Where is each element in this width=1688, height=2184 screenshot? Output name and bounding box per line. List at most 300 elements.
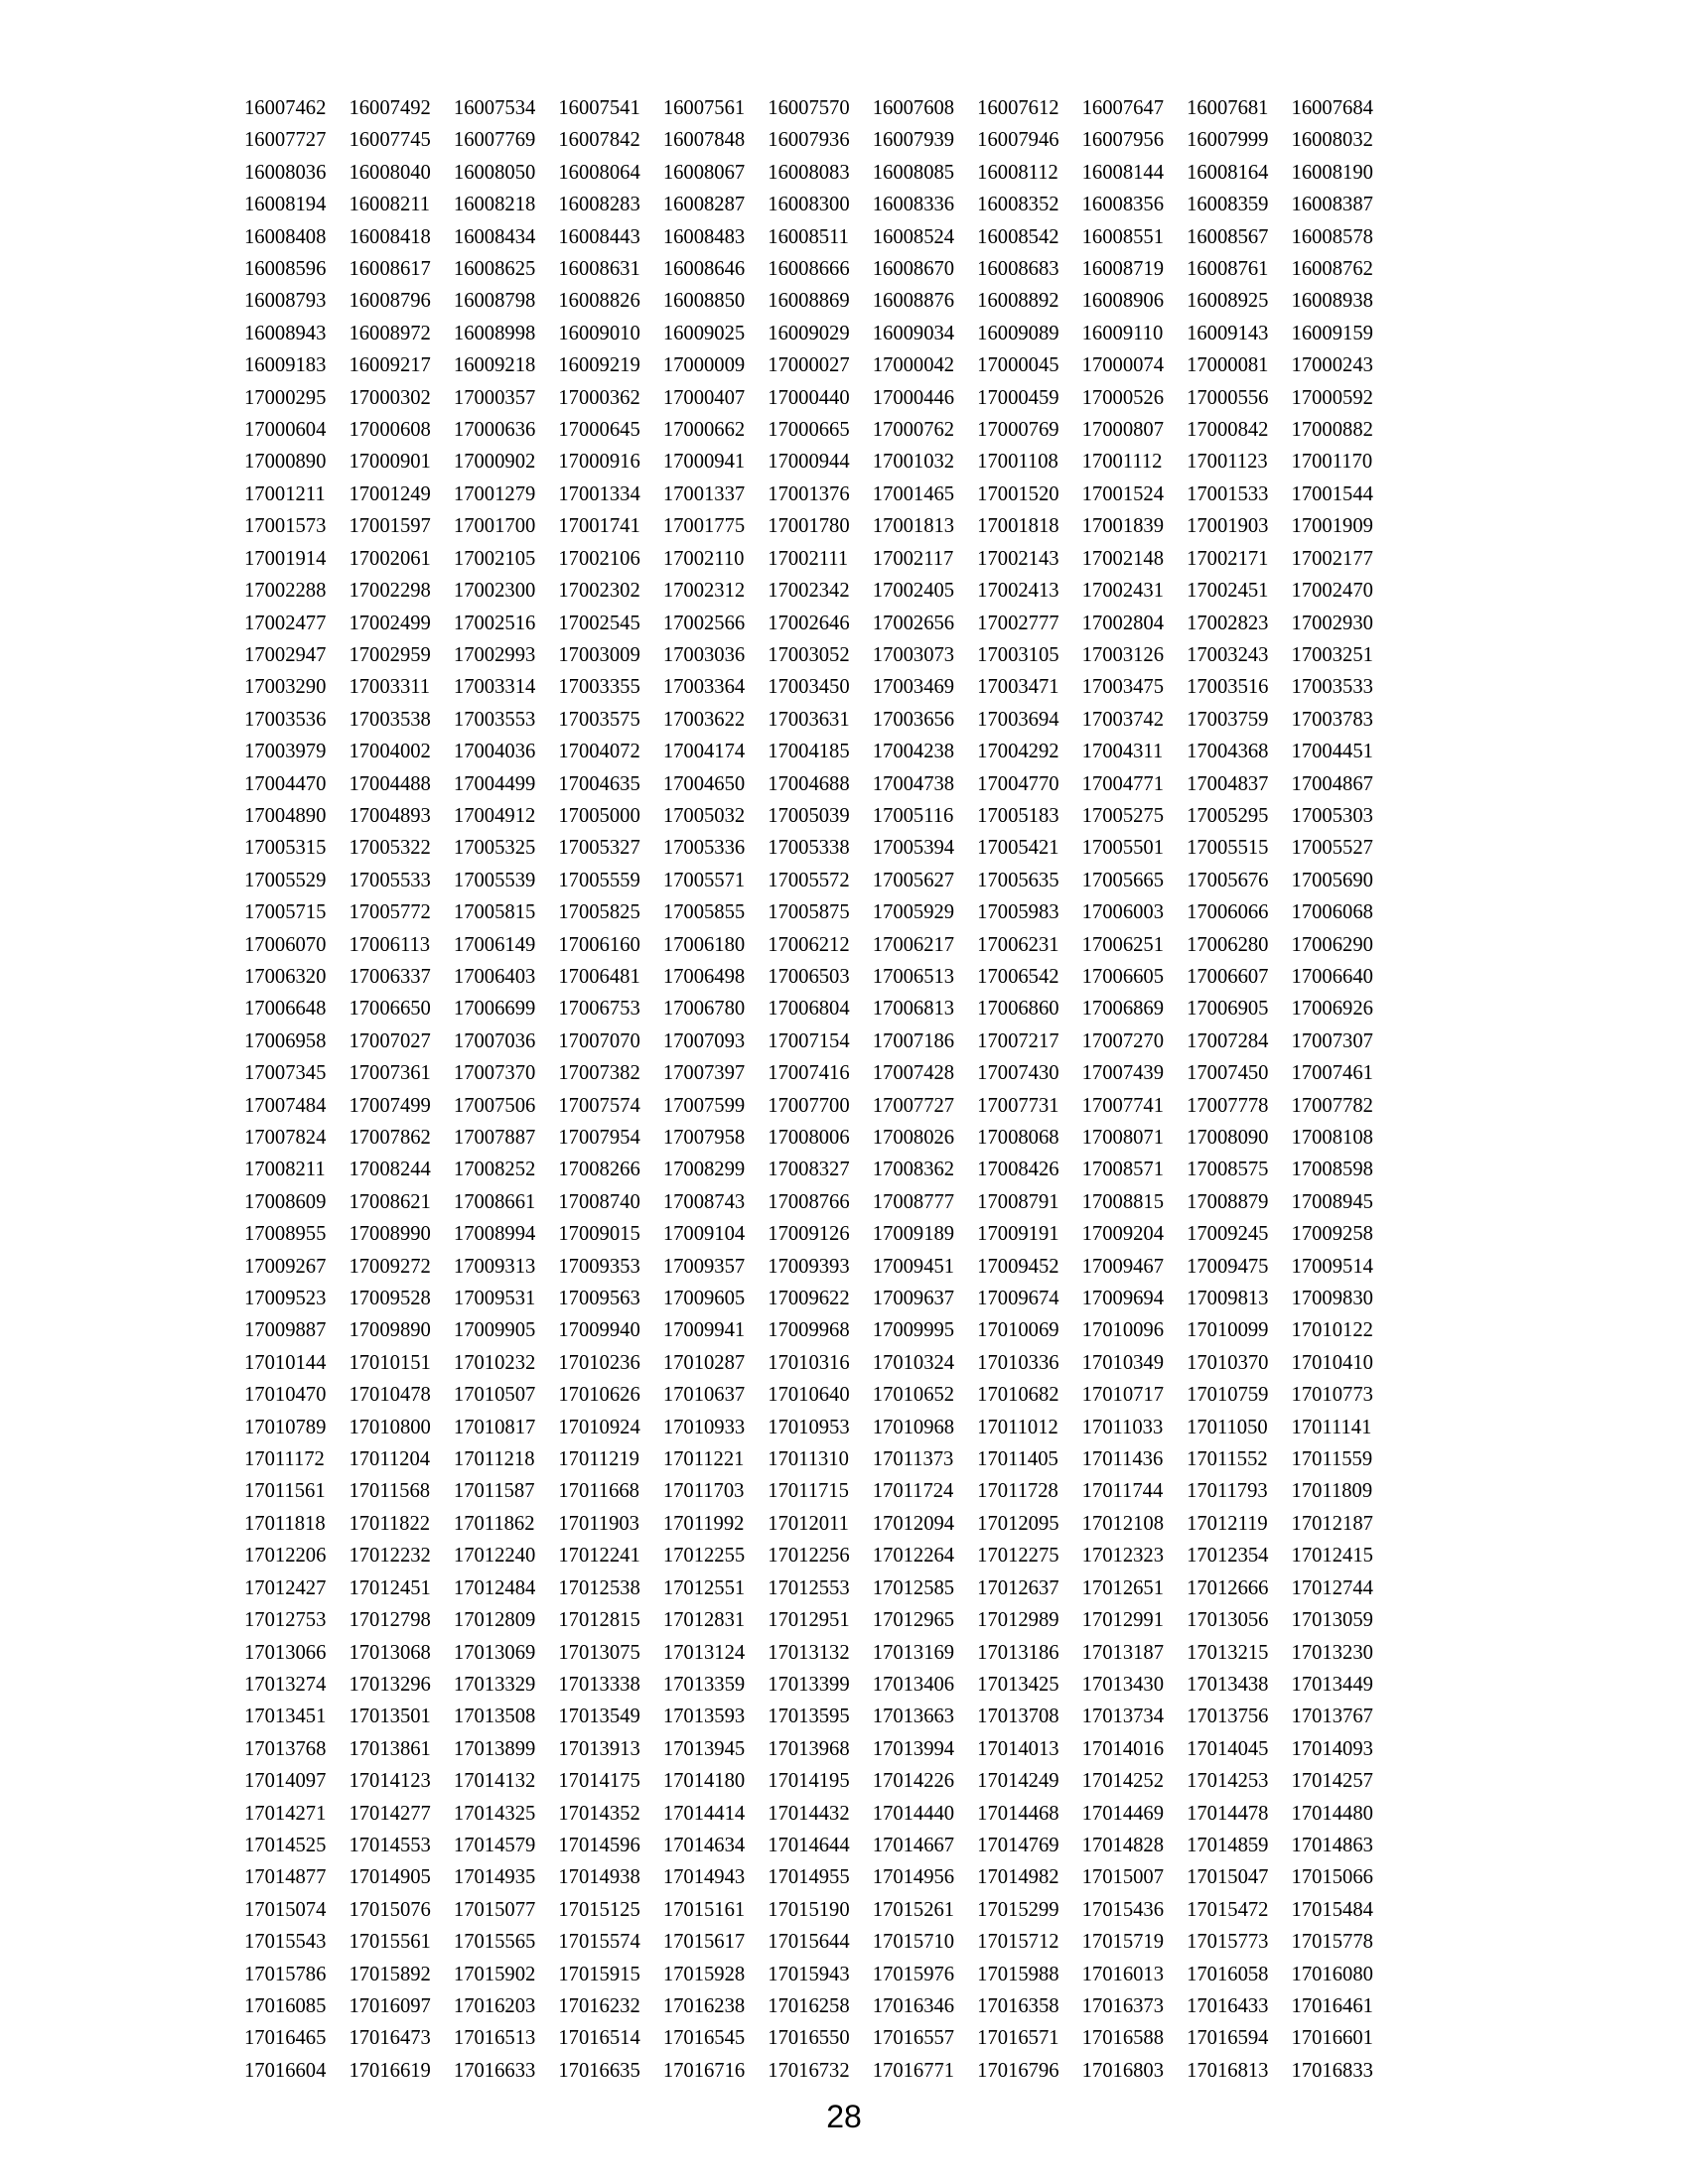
table-cell: 17004837 bbox=[1187, 772, 1269, 795]
table-cell: 17016373 bbox=[1081, 1994, 1164, 2017]
table-cell: 17010640 bbox=[768, 1384, 850, 1407]
table-cell: 16008869 bbox=[768, 290, 850, 313]
table-cell: 17014123 bbox=[349, 1770, 431, 1793]
table-cell: 17000901 bbox=[349, 451, 431, 474]
table-cell: 17003538 bbox=[349, 708, 431, 731]
table-cell: 17016097 bbox=[349, 1994, 431, 2017]
table-cell: 17007782 bbox=[1291, 1094, 1373, 1117]
table-cell: 17015074 bbox=[244, 1898, 327, 1921]
table-row bbox=[244, 1926, 1396, 1958]
table-cell: 17009531 bbox=[453, 1288, 536, 1310]
table-cell: 17001700 bbox=[453, 515, 536, 538]
table-cell: 17015928 bbox=[662, 1963, 746, 1985]
table-cell: 17001170 bbox=[1291, 451, 1373, 474]
table-cell: 17012275 bbox=[977, 1545, 1059, 1568]
table-cell: 17004072 bbox=[558, 741, 640, 763]
table-cell: 16007848 bbox=[662, 129, 746, 152]
table-cell: 17011310 bbox=[768, 1448, 849, 1471]
table-cell: 17005325 bbox=[453, 837, 536, 860]
table-cell: 17013451 bbox=[244, 1706, 327, 1728]
table-cell: 17010968 bbox=[872, 1416, 955, 1438]
table-cell: 17000916 bbox=[558, 451, 640, 474]
table-cell: 17002177 bbox=[1291, 547, 1373, 570]
table-row bbox=[244, 1218, 1396, 1250]
table-cell: 17013068 bbox=[349, 1641, 431, 1664]
number-table bbox=[244, 92, 1396, 2087]
table-cell: 17003243 bbox=[1187, 643, 1269, 666]
table-cell: 17008598 bbox=[1291, 1159, 1373, 1181]
table-cell: 17002431 bbox=[1081, 580, 1164, 603]
table-cell: 17006780 bbox=[662, 998, 746, 1021]
table-cell: 16008336 bbox=[872, 194, 955, 216]
table-cell: 17010069 bbox=[977, 1319, 1059, 1342]
table-cell: 17009272 bbox=[349, 1255, 431, 1278]
table-cell: 17002300 bbox=[453, 580, 536, 603]
table-cell: 17010096 bbox=[1081, 1319, 1164, 1342]
table-cell: 17013913 bbox=[558, 1737, 640, 1760]
table-row bbox=[244, 1733, 1396, 1765]
table-cell: 17014769 bbox=[977, 1834, 1059, 1856]
table-cell: 17007450 bbox=[1187, 1062, 1269, 1085]
table-row bbox=[244, 349, 1396, 381]
table-cell: 17000807 bbox=[1081, 419, 1164, 442]
table-cell: 17004635 bbox=[558, 772, 640, 795]
table-cell: 17016513 bbox=[453, 2027, 536, 2050]
table-cell: 17006813 bbox=[872, 998, 955, 1021]
table-cell: 16008359 bbox=[1187, 194, 1269, 216]
table-cell: 17014877 bbox=[244, 1866, 327, 1889]
table-cell: 17015047 bbox=[1187, 1866, 1269, 1889]
table-cell: 17005815 bbox=[453, 901, 536, 924]
table-cell: 17001376 bbox=[768, 482, 850, 505]
table-row bbox=[244, 1090, 1396, 1122]
table-cell: 16008190 bbox=[1291, 161, 1373, 184]
table-cell: 16007492 bbox=[349, 97, 431, 119]
table-cell: 17015988 bbox=[977, 1963, 1059, 1985]
table-cell: 17004770 bbox=[977, 772, 1059, 795]
table-cell: 16008032 bbox=[1291, 129, 1373, 152]
table-cell: 17005039 bbox=[768, 804, 850, 827]
table-cell: 17009191 bbox=[977, 1223, 1059, 1246]
table-cell: 17001914 bbox=[244, 547, 327, 570]
table-cell: 16009034 bbox=[872, 322, 955, 344]
table-cell: 17016604 bbox=[244, 2059, 327, 2082]
table-cell: 17013449 bbox=[1291, 1673, 1373, 1696]
table-cell: 17009941 bbox=[662, 1319, 746, 1342]
table-cell: 17013329 bbox=[453, 1673, 536, 1696]
table-cell: 17012744 bbox=[1291, 1576, 1373, 1599]
table-cell: 17013230 bbox=[1291, 1641, 1373, 1664]
table-cell: 17012809 bbox=[453, 1609, 536, 1632]
table-cell: 17015892 bbox=[349, 1963, 431, 1985]
table-cell: 17002993 bbox=[453, 643, 536, 666]
table-cell: 17004311 bbox=[1081, 741, 1164, 763]
table-cell: 17009189 bbox=[872, 1223, 955, 1246]
table-row bbox=[244, 865, 1396, 896]
table-cell: 17008244 bbox=[349, 1159, 431, 1181]
table-cell: 17016465 bbox=[244, 2027, 327, 2050]
table-cell: 17014414 bbox=[662, 1802, 746, 1825]
table-cell: 17008571 bbox=[1081, 1159, 1164, 1181]
table-cell: 17002342 bbox=[768, 580, 850, 603]
table-cell: 17010144 bbox=[244, 1351, 327, 1374]
table-cell: 17005501 bbox=[1081, 837, 1164, 860]
table-cell: 17007428 bbox=[872, 1062, 955, 1085]
table-cell: 17011703 bbox=[662, 1480, 745, 1503]
table-cell: 17015902 bbox=[453, 1963, 536, 1985]
table-cell: 17010410 bbox=[1291, 1351, 1373, 1374]
table-cell: 17007506 bbox=[453, 1094, 536, 1117]
table-cell: 17007700 bbox=[768, 1094, 850, 1117]
table-cell: 17002777 bbox=[977, 612, 1059, 634]
table-cell: 17013406 bbox=[872, 1673, 955, 1696]
table-cell: 17011587 bbox=[453, 1480, 535, 1503]
table-cell: 17005529 bbox=[244, 869, 327, 891]
table-cell: 16009089 bbox=[977, 322, 1059, 344]
table-cell: 16008925 bbox=[1187, 290, 1269, 313]
table-cell: 17016633 bbox=[453, 2059, 536, 2082]
table-cell: 16008483 bbox=[662, 225, 746, 248]
table-cell: 17002413 bbox=[977, 580, 1059, 603]
table-cell: 17009523 bbox=[244, 1288, 327, 1310]
table-row bbox=[244, 1251, 1396, 1283]
table-cell: 17009467 bbox=[1081, 1255, 1164, 1278]
table-cell: 17012255 bbox=[662, 1545, 746, 1568]
table-cell: 17002312 bbox=[662, 580, 746, 603]
table-cell: 17002298 bbox=[349, 580, 431, 603]
table-cell: 16008876 bbox=[872, 290, 955, 313]
table-cell: 17002545 bbox=[558, 612, 640, 634]
table-row bbox=[244, 189, 1396, 220]
table-cell: 17010122 bbox=[1291, 1319, 1373, 1342]
table-cell: 17006160 bbox=[558, 933, 640, 956]
table-cell: 17009475 bbox=[1187, 1255, 1269, 1278]
table-cell: 17008026 bbox=[872, 1127, 955, 1149]
table-cell: 17010232 bbox=[453, 1351, 536, 1374]
table-cell: 17002148 bbox=[1081, 547, 1164, 570]
table-cell: 16008625 bbox=[453, 258, 536, 281]
table-cell: 17003979 bbox=[244, 741, 327, 763]
table-cell: 17005572 bbox=[768, 869, 850, 891]
table-row bbox=[244, 1508, 1396, 1540]
table-cell: 17011033 bbox=[1081, 1416, 1164, 1438]
table-cell: 17002111 bbox=[768, 547, 849, 570]
table-row bbox=[244, 1701, 1396, 1732]
table-cell: 16008596 bbox=[244, 258, 327, 281]
table-cell: 17006337 bbox=[349, 965, 431, 988]
table-cell: 17011436 bbox=[1081, 1448, 1164, 1471]
table-cell: 17010324 bbox=[872, 1351, 955, 1374]
table-cell: 17010287 bbox=[662, 1351, 746, 1374]
table-cell: 17000662 bbox=[662, 419, 746, 442]
table-cell: 17008994 bbox=[453, 1223, 536, 1246]
table-cell: 16008892 bbox=[977, 290, 1059, 313]
table-cell: 16008524 bbox=[872, 225, 955, 248]
table-cell: 17015778 bbox=[1291, 1931, 1373, 1954]
table-cell: 17011405 bbox=[977, 1448, 1058, 1471]
table-cell: 17009887 bbox=[244, 1319, 327, 1342]
table-cell: 17013215 bbox=[1187, 1641, 1269, 1664]
table-cell: 17003314 bbox=[453, 676, 536, 699]
table-cell: 17015719 bbox=[1081, 1931, 1164, 1954]
table-cell: 17002143 bbox=[977, 547, 1059, 570]
table-cell: 16008434 bbox=[453, 225, 536, 248]
table-cell: 17016796 bbox=[977, 2059, 1059, 2082]
table-cell: 17009245 bbox=[1187, 1223, 1269, 1246]
table-cell: 16007570 bbox=[768, 97, 850, 119]
table-cell: 17006958 bbox=[244, 1029, 327, 1052]
table-cell: 17010933 bbox=[662, 1416, 746, 1438]
table-cell: 17014013 bbox=[977, 1737, 1059, 1760]
table-cell: 16007681 bbox=[1187, 97, 1269, 119]
table-row bbox=[244, 2055, 1396, 2087]
table-cell: 17001597 bbox=[349, 515, 431, 538]
table-cell: 17016514 bbox=[558, 2027, 640, 2050]
table-cell: 17014175 bbox=[558, 1770, 640, 1793]
table-cell: 16007999 bbox=[1187, 129, 1269, 152]
table-cell: 17008609 bbox=[244, 1190, 327, 1213]
table-cell: 17013968 bbox=[768, 1737, 850, 1760]
table-cell: 17000295 bbox=[244, 386, 327, 409]
table-cell: 17004368 bbox=[1187, 741, 1269, 763]
table-cell: 17006503 bbox=[768, 965, 850, 988]
table-cell: 17009694 bbox=[1081, 1288, 1164, 1310]
table-cell: 17007093 bbox=[662, 1029, 746, 1052]
table-row bbox=[244, 253, 1396, 285]
table-cell: 17000526 bbox=[1081, 386, 1164, 409]
table-cell: 17006869 bbox=[1081, 998, 1164, 1021]
table-cell: 17009890 bbox=[349, 1319, 431, 1342]
table-cell: 17016571 bbox=[977, 2027, 1059, 2050]
table-cell: 17007217 bbox=[977, 1029, 1059, 1052]
table-cell: 17013338 bbox=[558, 1673, 640, 1696]
table-cell: 17012484 bbox=[453, 1576, 536, 1599]
table-cell: 17001903 bbox=[1187, 515, 1269, 538]
table-cell: 17000074 bbox=[1081, 354, 1164, 377]
table-cell: 17009813 bbox=[1187, 1288, 1269, 1310]
table-cell: 17001813 bbox=[872, 515, 955, 538]
table-cell: 17001334 bbox=[558, 482, 640, 505]
table-cell: 17014859 bbox=[1187, 1834, 1269, 1856]
table-cell: 17013124 bbox=[662, 1641, 746, 1664]
table-cell: 16008112 bbox=[977, 161, 1058, 184]
table-cell: 16008578 bbox=[1291, 225, 1373, 248]
table-cell: 17015976 bbox=[872, 1963, 955, 1985]
table-cell: 17011141 bbox=[1291, 1416, 1372, 1438]
table-cell: 17007499 bbox=[349, 1094, 431, 1117]
table-cell: 16007946 bbox=[977, 129, 1059, 152]
table-cell: 16009217 bbox=[349, 354, 431, 377]
table-cell: 17002288 bbox=[244, 580, 327, 603]
table-cell: 17016258 bbox=[768, 1994, 850, 2017]
table-row bbox=[244, 929, 1396, 961]
table-cell: 17002405 bbox=[872, 580, 955, 603]
table-cell: 16008850 bbox=[662, 290, 746, 313]
table-cell: 17001032 bbox=[872, 451, 955, 474]
table-row bbox=[244, 575, 1396, 607]
table-cell: 17001337 bbox=[662, 482, 746, 505]
table-cell: 17016433 bbox=[1187, 1994, 1269, 2017]
table-cell: 17016716 bbox=[662, 2059, 746, 2082]
table-cell: 17013438 bbox=[1187, 1673, 1269, 1696]
table-cell: 17015125 bbox=[558, 1898, 640, 1921]
table-cell: 17013549 bbox=[558, 1706, 640, 1728]
table-cell: 17013508 bbox=[453, 1706, 536, 1728]
table-cell: 17003783 bbox=[1291, 708, 1373, 731]
table-row bbox=[244, 993, 1396, 1024]
table-cell: 17007270 bbox=[1081, 1029, 1164, 1052]
table-cell: 17008211 bbox=[244, 1159, 326, 1181]
table-cell: 17012753 bbox=[244, 1609, 327, 1632]
table-cell: 17014938 bbox=[558, 1866, 640, 1889]
table-cell: 17013296 bbox=[349, 1673, 431, 1696]
table-cell: 17009905 bbox=[453, 1319, 536, 1342]
table-cell: 17009451 bbox=[872, 1255, 955, 1278]
table-cell: 16008719 bbox=[1081, 258, 1164, 281]
table-cell: 17012815 bbox=[558, 1609, 640, 1632]
table-cell: 17012585 bbox=[872, 1576, 955, 1599]
table-row bbox=[244, 1475, 1396, 1507]
table-row bbox=[244, 1637, 1396, 1669]
table-cell: 16008194 bbox=[244, 194, 327, 216]
table-cell: 17012354 bbox=[1187, 1545, 1269, 1568]
table-cell: 17010099 bbox=[1187, 1319, 1269, 1342]
table-cell: 17015190 bbox=[768, 1898, 850, 1921]
table-cell: 17001465 bbox=[872, 482, 955, 505]
table-cell: 16009110 bbox=[1081, 322, 1164, 344]
table-cell: 17004867 bbox=[1291, 772, 1373, 795]
table-cell: 17001520 bbox=[977, 482, 1059, 505]
table-cell: 17008955 bbox=[244, 1223, 327, 1246]
table-cell: 17010151 bbox=[349, 1351, 431, 1374]
table-cell: 16008283 bbox=[558, 194, 640, 216]
table-cell: 17014132 bbox=[453, 1770, 536, 1793]
table-row bbox=[244, 1572, 1396, 1604]
table-cell: 17014252 bbox=[1081, 1770, 1164, 1793]
table-cell: 16008906 bbox=[1081, 290, 1164, 313]
table-cell: 17002470 bbox=[1291, 580, 1373, 603]
table-cell: 17002117 bbox=[872, 547, 954, 570]
table-cell: 16008352 bbox=[977, 194, 1059, 216]
table-cell: 17004893 bbox=[349, 804, 431, 827]
table-row bbox=[244, 1894, 1396, 1926]
table-cell: 17007574 bbox=[558, 1094, 640, 1117]
table-cell: 17007397 bbox=[662, 1062, 746, 1085]
table-cell: 17004738 bbox=[872, 772, 955, 795]
table-row bbox=[244, 285, 1396, 317]
table-cell: 17015066 bbox=[1291, 1866, 1373, 1889]
table-row bbox=[244, 543, 1396, 575]
table-row bbox=[244, 221, 1396, 253]
table-cell: 17001775 bbox=[662, 515, 746, 538]
table-cell: 16008798 bbox=[453, 290, 536, 313]
table-cell: 17014253 bbox=[1187, 1770, 1269, 1793]
table-cell: 17005116 bbox=[872, 804, 954, 827]
table-cell: 16007842 bbox=[558, 129, 640, 152]
table-cell: 17006605 bbox=[1081, 965, 1164, 988]
table-cell: 17002823 bbox=[1187, 612, 1269, 634]
table-cell: 17006753 bbox=[558, 998, 640, 1021]
table-cell: 17013430 bbox=[1081, 1673, 1164, 1696]
table-cell: 17013767 bbox=[1291, 1706, 1373, 1728]
table-cell: 17005394 bbox=[872, 837, 955, 860]
table-cell: 16008036 bbox=[244, 161, 327, 184]
table-cell: 17012094 bbox=[872, 1512, 955, 1535]
table-cell: 17010626 bbox=[558, 1384, 640, 1407]
table-cell: 17007070 bbox=[558, 1029, 640, 1052]
table-cell: 17004036 bbox=[453, 741, 536, 763]
table-cell: 16008796 bbox=[349, 290, 431, 313]
table-cell: 17003631 bbox=[768, 708, 850, 731]
page-number: 28 bbox=[826, 2099, 862, 2134]
table-cell: 17003656 bbox=[872, 708, 955, 731]
table-row bbox=[244, 1314, 1396, 1346]
table-cell: 17011552 bbox=[1187, 1448, 1268, 1471]
table-cell: 17002477 bbox=[244, 612, 327, 634]
table-cell: 17010637 bbox=[662, 1384, 746, 1407]
table-cell: 17008068 bbox=[977, 1127, 1059, 1149]
table-cell: 17003073 bbox=[872, 643, 955, 666]
table-cell: 17012415 bbox=[1291, 1545, 1373, 1568]
table-cell: 17005676 bbox=[1187, 869, 1269, 891]
table-cell: 17003533 bbox=[1291, 676, 1373, 699]
table-cell: 17010759 bbox=[1187, 1384, 1269, 1407]
table-cell: 17007741 bbox=[1081, 1094, 1164, 1117]
table-cell: 16008287 bbox=[662, 194, 746, 216]
table-cell: 17004650 bbox=[662, 772, 746, 795]
table-cell: 17003036 bbox=[662, 643, 746, 666]
table-cell: 17003471 bbox=[977, 676, 1059, 699]
table-cell: 17005527 bbox=[1291, 837, 1373, 860]
table-cell: 17005327 bbox=[558, 837, 640, 860]
table-cell: 17006403 bbox=[453, 965, 536, 988]
table-cell: 17006513 bbox=[872, 965, 955, 988]
table-cell: 17014257 bbox=[1291, 1770, 1373, 1793]
table-cell: 17008766 bbox=[768, 1190, 850, 1213]
table-cell: 17014667 bbox=[872, 1834, 955, 1856]
table-cell: 16008670 bbox=[872, 258, 955, 281]
table-cell: 17009940 bbox=[558, 1319, 640, 1342]
table-cell: 17011728 bbox=[977, 1480, 1058, 1503]
table-cell: 17013066 bbox=[244, 1641, 327, 1664]
table-cell: 16008826 bbox=[558, 290, 640, 313]
table-cell: 16009029 bbox=[768, 322, 850, 344]
table-cell: 17006290 bbox=[1291, 933, 1373, 956]
table-cell: 17009267 bbox=[244, 1255, 327, 1278]
table-cell: 17012451 bbox=[349, 1576, 431, 1599]
table-row bbox=[244, 1412, 1396, 1443]
table-cell: 17013399 bbox=[768, 1673, 850, 1696]
table-cell: 17010682 bbox=[977, 1384, 1059, 1407]
table-cell: 17007154 bbox=[768, 1029, 850, 1052]
table-cell: 17003355 bbox=[558, 676, 640, 699]
table-cell: 17013768 bbox=[244, 1737, 327, 1760]
table-cell: 17014249 bbox=[977, 1770, 1059, 1793]
table-cell: 17016803 bbox=[1081, 2059, 1164, 2082]
table-cell: 17001108 bbox=[977, 451, 1058, 474]
table-cell: 17002930 bbox=[1291, 612, 1373, 634]
table-cell: 17009015 bbox=[558, 1223, 640, 1246]
table-cell: 17008327 bbox=[768, 1159, 850, 1181]
table-cell: 17011373 bbox=[872, 1448, 954, 1471]
table-cell: 17008006 bbox=[768, 1127, 850, 1149]
table-cell: 17000636 bbox=[453, 419, 536, 442]
table-cell: 17006650 bbox=[349, 998, 431, 1021]
table-cell: 17013994 bbox=[872, 1737, 955, 1760]
table-cell: 17015472 bbox=[1187, 1898, 1269, 1921]
table-cell: 17006066 bbox=[1187, 901, 1269, 924]
table-cell: 17005559 bbox=[558, 869, 640, 891]
